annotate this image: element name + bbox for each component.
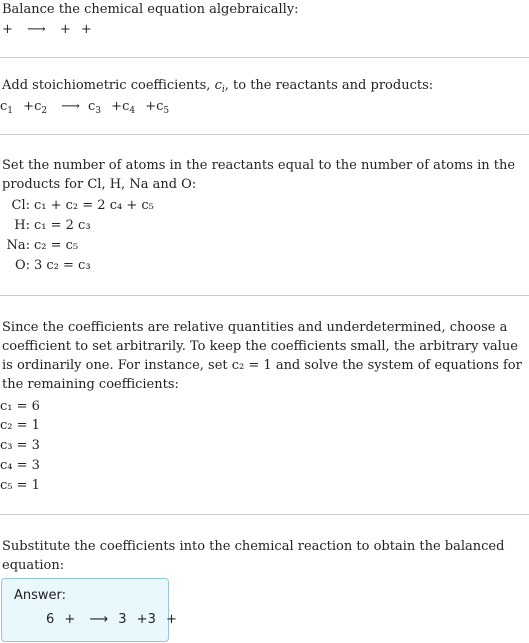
divider <box>0 57 529 58</box>
coef-term: $c_4$ <box>122 99 136 116</box>
atom-equation-row <box>0 238 78 253</box>
atom-equation-row <box>0 218 91 233</box>
coef-term: $c_1$ <box>0 99 14 116</box>
plus-sign: + <box>165 612 177 627</box>
atom-equation-row <box>0 258 91 273</box>
solution-c4: c₄ = 3 <box>0 458 40 473</box>
section1-heading: Balance the chemical equation algebraically: <box>2 2 299 17</box>
divider <box>0 514 529 515</box>
solution-c5: c₅ = 1 <box>0 478 40 493</box>
plus-sign: + <box>111 99 123 114</box>
atom-equation: c₁ = 2 c₃ <box>34 218 91 233</box>
atom-label: H: <box>14 218 30 233</box>
answer-box <box>1 578 177 642</box>
divider <box>0 295 529 296</box>
reaction-arrow: ⟶ <box>89 612 109 627</box>
plus-sign: + <box>64 612 76 627</box>
unbalanced-equation <box>2 20 92 39</box>
solution-c1: c₁ = 6 <box>0 399 40 414</box>
reaction-arrow: ⟶ <box>27 22 46 37</box>
atom-label: Na: <box>6 238 30 253</box>
plus-sign: + <box>59 22 71 37</box>
atom-equation: c₂ = c₅ <box>34 238 79 253</box>
atom-label: Cl: <box>11 198 30 213</box>
coefficient-equation <box>0 97 169 116</box>
section3-heading: Set the number of atoms in the reactants equal to the number of atoms in the products for Cl, H, Na and O: <box>2 158 516 192</box>
atom-equation: c₁ + c₂ = 2 c₄ + c₅ <box>34 198 154 213</box>
reaction-arrow: ⟶ <box>61 99 80 114</box>
divider <box>0 134 529 135</box>
plus-sign: +3 <box>136 612 156 627</box>
solution-c2: c₂ = 1 <box>0 418 40 433</box>
plus-sign: + <box>145 99 157 114</box>
section2-heading: Add stoichiometric coefficients, $c_i$, to the reactants and products: <box>2 78 434 95</box>
solution-c3: c₃ = 3 <box>0 438 40 453</box>
plus-sign: + <box>80 22 92 37</box>
coef-term: $c_3$ <box>88 99 102 116</box>
coef-term: $c_5$ <box>156 99 170 116</box>
atom-equation: 3 c₂ = c₃ <box>34 258 91 273</box>
section4-heading: Since the coefficients are relative quantities and underdetermined, choose a coefficient to set arbitrarily. To keep the coefficients small, the arbitrary value is ordinarily one. For instance, set c₂ = 1 and solve the system of equations for the remaining coefficients: <box>2 320 522 392</box>
atom-equation-row <box>0 198 154 213</box>
section5-heading: Substitute the coefficients into the chemical reaction to obtain the balanced equation: <box>2 539 505 573</box>
plus-sign: + <box>2 22 13 37</box>
balanced-equation <box>46 612 177 627</box>
atom-label: O: <box>14 258 30 273</box>
answer-label: Answer: <box>14 588 67 603</box>
plus-sign: + <box>23 99 35 114</box>
coef-term: $c_2$ <box>34 99 48 116</box>
coefficient: 6 <box>46 612 55 627</box>
coefficient: 3 <box>118 612 127 627</box>
